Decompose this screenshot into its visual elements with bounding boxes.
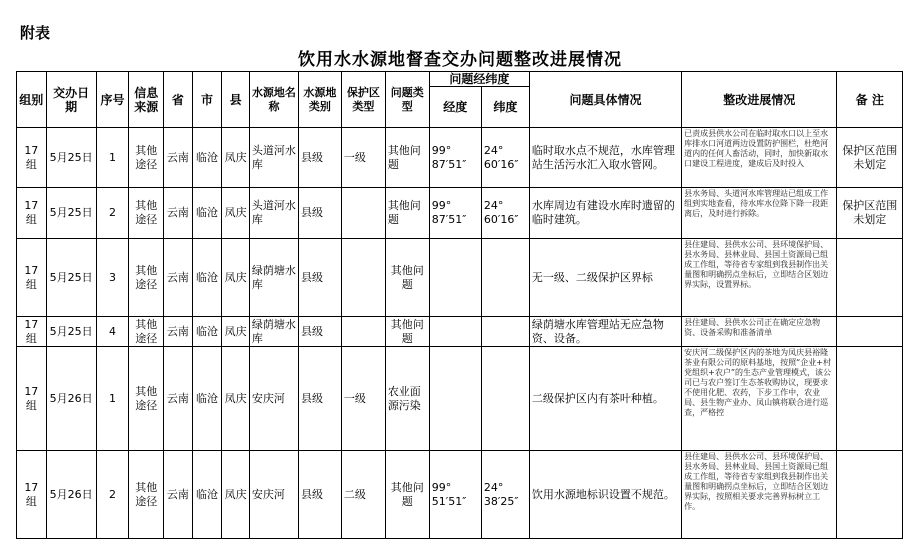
cell-zone-type xyxy=(341,188,385,239)
cell-note xyxy=(837,347,903,451)
cell-group: 17组 xyxy=(17,128,47,188)
cell-lat: 24° 38′25″ xyxy=(481,451,529,539)
cell-county: 凤庆 xyxy=(222,188,250,239)
header-date: 交办日期 xyxy=(46,72,96,128)
cell-source-name: 安庆河 xyxy=(249,347,298,451)
cell-source-type: 县级 xyxy=(298,239,341,317)
cell-group: 17组 xyxy=(17,347,47,451)
header-progress: 整改进展情况 xyxy=(682,72,837,128)
cell-city: 临沧 xyxy=(192,128,222,188)
cell-county: 凤庆 xyxy=(222,451,250,539)
header-note: 备 注 xyxy=(837,72,903,128)
cell-lat xyxy=(481,317,529,347)
cell-province: 云南 xyxy=(164,347,193,451)
header-zone-type: 保护区类型 xyxy=(341,72,385,128)
table-row xyxy=(17,239,903,317)
cell-progress xyxy=(682,347,837,451)
progress-text: 县水务局、头道河水库管理站已组成工作组到实地查看，待水库水位降下降一段距离后，及时进行拆除。 xyxy=(684,189,829,218)
cell-source-type: 县级 xyxy=(298,451,341,539)
header-county: 县 xyxy=(222,72,250,128)
cell-lon: 99° 87′51″ xyxy=(429,188,481,239)
table-row xyxy=(17,347,903,451)
rectification-table xyxy=(16,71,903,539)
cell-progress xyxy=(682,317,837,347)
progress-text: 县住建局、县供水公司、县环境保护局、县水务局、县林业局、县国土资源局已组成工作组，等待省专家组到我县制作出关量图和明确拐点坐标后，立即结合区划边界实际，设置界标。 xyxy=(684,240,829,289)
cell-seq: 1 xyxy=(96,128,129,188)
cell-county: 凤庆 xyxy=(222,239,250,317)
cell-city: 临沧 xyxy=(192,451,222,539)
header-source-name: 水源地名称 xyxy=(249,72,298,128)
cell-issue-type: 其他问题 xyxy=(385,188,429,239)
cell-issue-type: 农业面源污染 xyxy=(385,347,429,451)
cell-date: 5月26日 xyxy=(46,347,96,451)
cell-lon xyxy=(429,239,481,317)
cell-issue-type: 其他问题 xyxy=(385,451,429,539)
cell-county: 凤庆 xyxy=(222,317,250,347)
cell-detail: 绿荫塘水库管理站无应急物资、设备。 xyxy=(529,317,681,347)
cell-progress xyxy=(682,188,837,239)
attachment-label: 附表 xyxy=(20,24,51,42)
cell-detail: 水库周边有建设水库时遗留的临时建筑。 xyxy=(529,188,681,239)
cell-source: 其他途径 xyxy=(129,239,164,317)
cell-detail: 二级保护区内有茶叶种植。 xyxy=(529,347,681,451)
header-source-type: 水源地类别 xyxy=(298,72,341,128)
cell-note: 保护区范围未划定 xyxy=(837,128,903,188)
cell-province: 云南 xyxy=(164,128,193,188)
cell-province: 云南 xyxy=(164,451,193,539)
table-row xyxy=(17,128,903,188)
cell-zone-type xyxy=(341,239,385,317)
cell-zone-type: 一级 xyxy=(341,347,385,451)
cell-group: 17组 xyxy=(17,188,47,239)
cell-source-name: 绿荫塘水库 xyxy=(249,317,298,347)
cell-issue-type: 其他问题 xyxy=(385,317,429,347)
table-row xyxy=(17,188,903,239)
progress-text: 县住建局、县供水公司、县环境保护局、县水务局、县林业局、县国土资源局已组成工作组，等待省专家组到我县制作出关量图和明确拐点坐标后，立即结合区划边界实际，按照相关要求完善界标树立工作。 xyxy=(684,452,829,511)
cell-source-type: 县级 xyxy=(298,128,341,188)
cell-city: 临沧 xyxy=(192,239,222,317)
cell-note xyxy=(837,239,903,317)
cell-source: 其他途径 xyxy=(129,347,164,451)
cell-province: 云南 xyxy=(164,317,193,347)
cell-lat: 24° 60′16″ xyxy=(481,128,529,188)
cell-county: 凤庆 xyxy=(222,347,250,451)
cell-source-type: 县级 xyxy=(298,317,341,347)
cell-source-type: 县级 xyxy=(298,188,341,239)
cell-source-type: 县级 xyxy=(298,347,341,451)
header-coords: 问题经纬度 xyxy=(429,72,529,87)
header-lat: 纬度 xyxy=(481,87,529,128)
header-issue-type: 问题类型 xyxy=(385,72,429,128)
header-city: 市 xyxy=(192,72,222,128)
cell-source-name: 安庆河 xyxy=(249,451,298,539)
cell-note xyxy=(837,451,903,539)
cell-seq: 2 xyxy=(96,188,129,239)
cell-date: 5月25日 xyxy=(46,239,96,317)
cell-date: 5月26日 xyxy=(46,451,96,539)
cell-lon xyxy=(429,317,481,347)
cell-province: 云南 xyxy=(164,188,193,239)
cell-issue-type: 其他问题 xyxy=(385,128,429,188)
cell-province: 云南 xyxy=(164,239,193,317)
progress-text: 安庆河二级保护区内的茶地为凤庆县裕隆茶业有限公司的原料基地，按照“企业+村党组织+农户”的生态产业管理模式，该公司已与农户签订生态茶收购协议，现要求不使用化肥、农药，下步工作中，农业局、县生物产业办、凤山镇将联合进行巡查，严格控 xyxy=(684,348,831,417)
cell-source: 其他途径 xyxy=(129,317,164,347)
cell-detail: 饮用水源地标识设置不规范。 xyxy=(529,451,681,539)
cell-lat xyxy=(481,239,529,317)
cell-date: 5月25日 xyxy=(46,128,96,188)
cell-city: 临沧 xyxy=(192,188,222,239)
cell-seq: 3 xyxy=(96,239,129,317)
header-province: 省 xyxy=(164,72,193,128)
cell-lat xyxy=(481,347,529,451)
header-group: 组别 xyxy=(17,72,47,128)
cell-date: 5月25日 xyxy=(46,317,96,347)
cell-lon: 99° 87′51″ xyxy=(429,128,481,188)
cell-lon: 99° 51′51″ xyxy=(429,451,481,539)
cell-zone-type: 一级 xyxy=(341,128,385,188)
cell-source-name: 头道河水库 xyxy=(249,128,298,188)
cell-zone-type xyxy=(341,317,385,347)
cell-seq: 2 xyxy=(96,451,129,539)
cell-date: 5月25日 xyxy=(46,188,96,239)
cell-source-name: 绿荫塘水库 xyxy=(249,239,298,317)
table-row xyxy=(17,451,903,539)
cell-note xyxy=(837,317,903,347)
cell-group: 17组 xyxy=(17,239,47,317)
cell-seq: 1 xyxy=(96,347,129,451)
cell-lat: 24° 60′16″ xyxy=(481,188,529,239)
cell-group: 17组 xyxy=(17,451,47,539)
cell-zone-type: 二级 xyxy=(341,451,385,539)
page-title: 饮用水水源地督查交办问题整改进展情况 xyxy=(298,50,622,70)
cell-progress xyxy=(682,451,837,539)
cell-issue-type: 其他问题 xyxy=(385,239,429,317)
cell-city: 临沧 xyxy=(192,347,222,451)
cell-source: 其他途径 xyxy=(129,188,164,239)
cell-lon xyxy=(429,347,481,451)
header-detail: 问题具体情况 xyxy=(529,72,681,128)
cell-group: 17组 xyxy=(17,317,47,347)
cell-source: 其他途径 xyxy=(129,128,164,188)
cell-seq: 4 xyxy=(96,317,129,347)
header-lon: 经度 xyxy=(429,87,481,128)
header-seq: 序号 xyxy=(96,72,129,128)
table-row xyxy=(17,317,903,347)
cell-detail: 无一级、二级保护区界标 xyxy=(529,239,681,317)
header-source: 信息来源 xyxy=(129,72,164,128)
cell-progress xyxy=(682,128,837,188)
cell-note: 保护区范围未划定 xyxy=(837,188,903,239)
cell-source-name: 头道河水库 xyxy=(249,188,298,239)
progress-text: 县住建局、县供水公司正在确定应急物资、设备采购和准备清单 xyxy=(684,318,821,337)
cell-city: 临沧 xyxy=(192,317,222,347)
cell-progress xyxy=(682,239,837,317)
progress-text: 已责成县供水公司在临时取水口以上至水库排水口河道两边设置防护围栏，杜绝河道内的任何人畜活动，同时，加快新取水口建设工程进度，建成后及时投入 xyxy=(684,129,829,168)
cell-detail: 临时取水点不规范，水库管理站生活污水汇入取水管网。 xyxy=(529,128,681,188)
cell-source: 其他途径 xyxy=(129,451,164,539)
cell-county: 凤庆 xyxy=(222,128,250,188)
